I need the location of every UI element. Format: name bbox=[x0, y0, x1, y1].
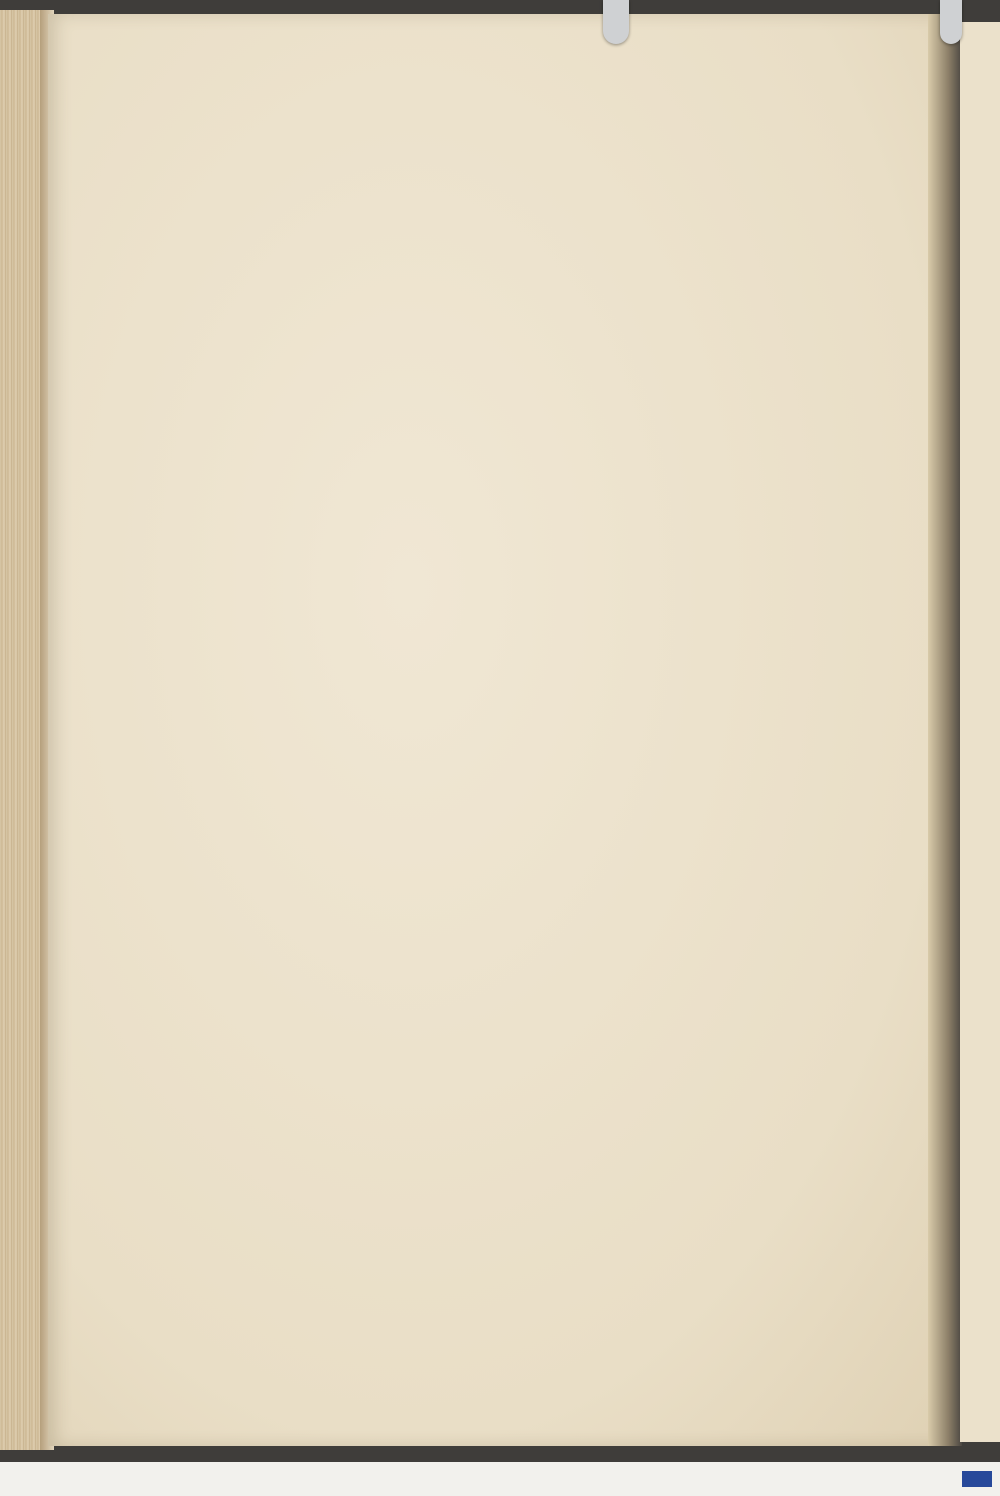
footer-bar bbox=[0, 1462, 1000, 1496]
next-page-edge bbox=[960, 22, 1000, 1442]
left-page bbox=[48, 14, 952, 1446]
book-clip-left bbox=[603, 0, 629, 44]
book-clip-right bbox=[940, 0, 962, 44]
dfg-logo bbox=[962, 1471, 992, 1487]
book-gutter bbox=[928, 14, 962, 1446]
